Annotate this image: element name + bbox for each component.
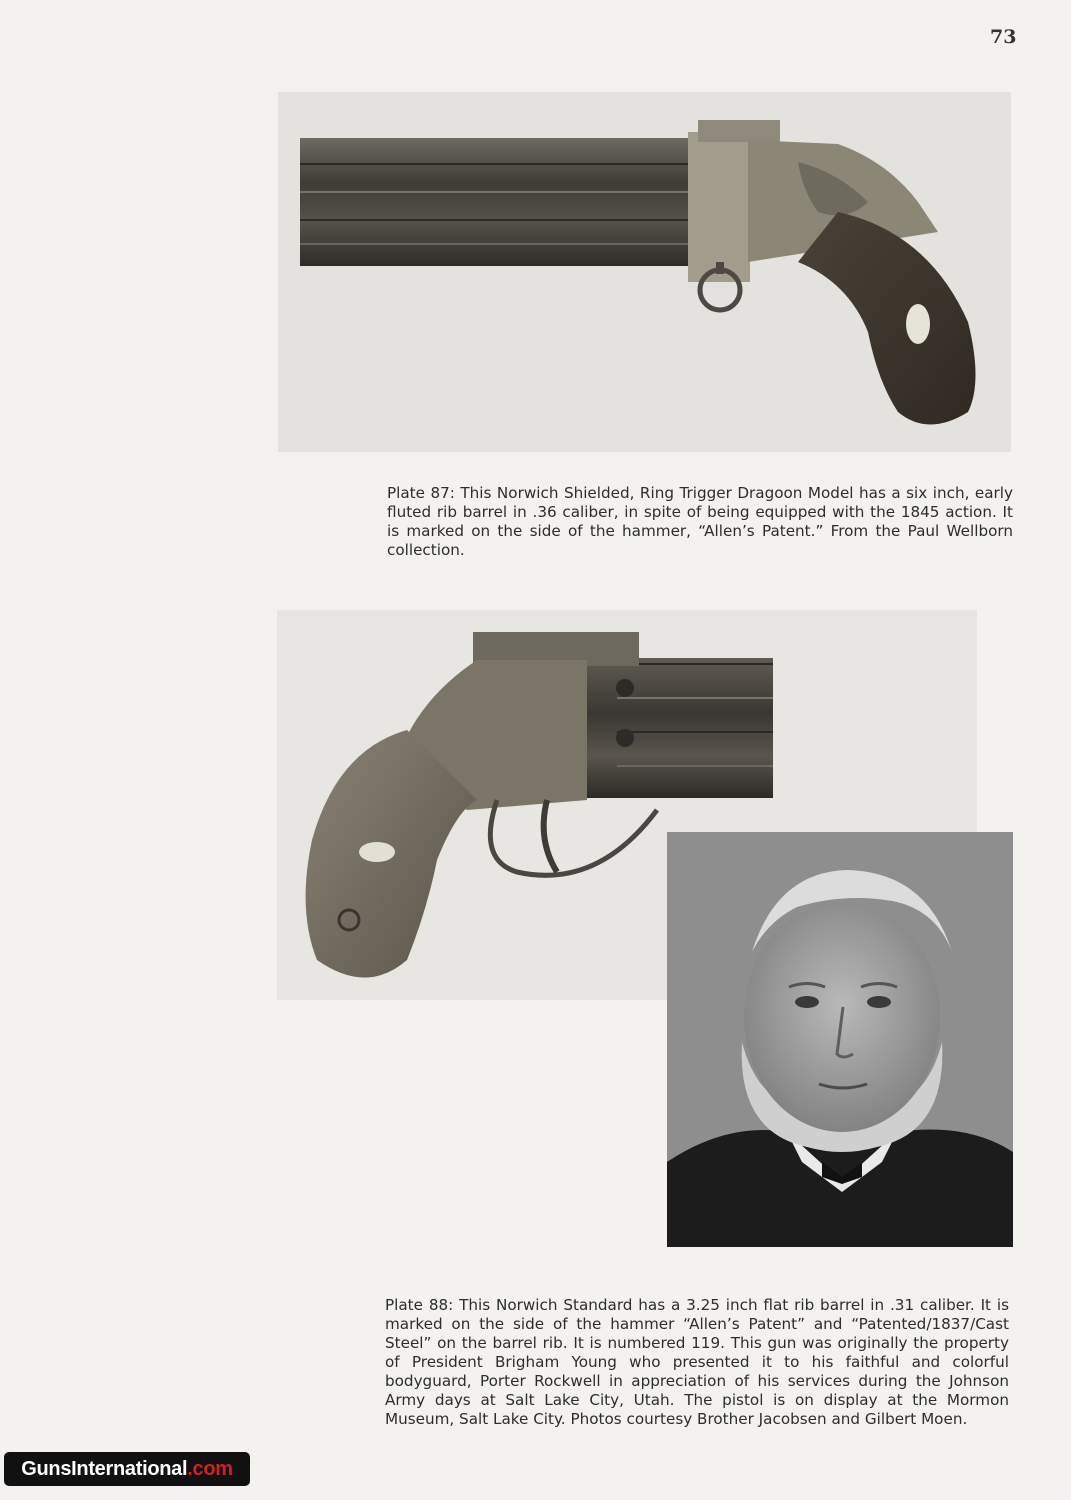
page-number: 73 [990, 26, 1017, 48]
plate-87-caption: Plate 87: This Norwich Shielded, Ring Trigger Dragoon Model has a six inch, early fluted rib barrel in .36 caliber, in spite of being equipped with the 1845 action. It is marked on the side of the hammer, “Allen’s Patent.” From the Paul Wellborn collection. [387, 484, 1013, 559]
pepperbox-pistol-illustration [278, 92, 1011, 452]
watermark-brand: GunsInternational [21, 1457, 188, 1480]
plate-88-caption: Plate 88: This Norwich Standard has a 3.25 inch flat rib barrel in .31 caliber. It is marked on the side of the hammer “Allen’s Patent” and “Patented/1837/Cast Steel” on the barrel rib. It is numbered 119. This gun was originally the property of President Brigham Young who presented it to his faithful and colorful bodyguard, Porter Rockwell in appreciation of his services during the Johnson Army days at Salt Lake City, Utah. The pistol is on display at the Mormon Museum, Salt Lake City. Photos courtesy Brother Jacobsen and Gilbert Moen. [385, 1296, 1009, 1428]
portrait-photo [667, 832, 1013, 1247]
gunsinternational-watermark [4, 1452, 250, 1486]
plate-87-photo [278, 92, 1011, 452]
portrait-illustration [667, 832, 1013, 1247]
watermark-suffix: .com [187, 1457, 233, 1480]
